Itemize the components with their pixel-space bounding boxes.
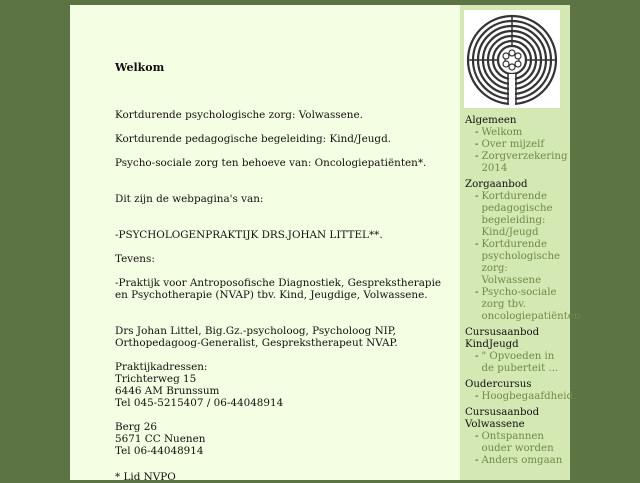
nav-link-anders-omgaan[interactable]: Anders omgaan [481,455,563,466]
nav-item-pedagogisch: - Kortdurende pedagogische begeleiding: Kind/Jeugd [475,191,570,239]
labyrinth-logo [464,10,560,108]
nav-link-hoogbegaafdheid[interactable]: Hoogbegaafdheid. [481,391,577,402]
nav-item-welkom: - Welkom [475,127,523,138]
sidebar [460,5,581,480]
nav-section-title: Algemeen [465,115,517,126]
nav-section-title: Cursusaanbod Volwassene [465,407,540,430]
nav-section-zorgaanbod [465,179,581,323]
intro-webpages: Dit zijn de webpagina's van: [115,193,264,205]
labyrinth-icon [464,10,560,108]
nav-item-psychologisch: - Kortdurende psychologische zorg: Volwassene [475,239,570,287]
nav-link-opvoeden[interactable]: " Opvoeden in de puberteit ... [481,351,559,374]
address-brunssum: Praktijkadressen: Trichterweg 15 6446 AM Brunssum Tel 045-5215407 / 06-44048914 [115,361,284,409]
credentials: Drs Johan Littel, Big.Gz.-psycholoog, Psycholoog NIP, Orthopedagoog-Generalist, Gesprekstherapeut NVAP. [115,325,398,349]
practice-antroposofisch: -Praktijk voor Antroposofische Diagnostiek, Gesprekstherapie en Psychotherapie (NVAP) tbv. Kind, Jeugdige, Volwassene. [115,277,442,301]
practice-name: -PSYCHOLOGENPRAKTIJK DRS.JOHAN LITTEL**. [115,229,383,241]
nav-section-algemeen [465,115,570,175]
nav-section-oudercursus [465,379,577,403]
intro-line-oncologie: Psycho-sociale zorg ten behoeve van: Oncologiepatiënten*. [115,157,427,169]
nav-section-title: Cursusaanbod KindJeugd [465,327,540,350]
tevens-label: Tevens: [115,253,155,265]
nav-section-title: Oudercursus [465,379,532,390]
nav-item-ontspannen: - Ontspannen ouder worden [475,431,570,455]
nav-link-pedagogisch[interactable]: Kortdurende pedagogische begeleiding: Kind/Jeugd [481,191,553,238]
nav-item-hoogbegaafdheid: - Hoogbegaafdheid. [475,391,577,402]
intro-line-kindjeugd: Kortdurende pedagogische begeleiding: Kind/Jeugd. [115,133,392,145]
nav-item-zorgverzekering: - Zorgverzekering 2014 [475,151,570,175]
intro-line-volwassene: Kortdurende psychologische zorg: Volwassene. [115,109,363,121]
article [115,61,445,483]
nav-item-over-mijzelf: - Over mijzelf [475,139,545,150]
nav-item-opvoeden: - " Opvoeden in de puberteit ... [475,351,570,375]
nav-link-welkom[interactable]: Welkom [481,127,523,138]
nav-section-cursus-volwassene [465,407,570,467]
nav-item-anders-omgaan: - Anders omgaan [475,455,563,466]
footnote-nvpo: * Lid NVPO [115,471,176,483]
nav-item-oncologie: - Psycho-sociale zorg tbv. oncologiepatiënten [475,287,581,322]
page-title: Welkom [115,61,165,74]
nav-section-cursus-kindjeugd [465,327,570,375]
nav-link-over-mijzelf[interactable]: Over mijzelf [481,139,545,150]
address-nuenen: Berg 26 5671 CC Nuenen Tel 06-44048914 [115,421,206,457]
nav-link-psychologisch[interactable]: Kortdurende psychologische zorg: Volwassene [481,239,561,286]
nav-section-title: Zorgaanbod [465,179,528,190]
sidebar-nav [465,115,581,471]
nav-link-ontspannen[interactable]: Ontspannen ouder worden [481,431,554,454]
nav-link-zorgverzekering[interactable]: Zorgverzekering 2014 [481,151,568,174]
nav-link-oncologie[interactable]: Psycho-sociale zorg tbv. oncologiepatiënten [481,287,581,322]
main-content [70,5,460,483]
page [70,5,581,483]
